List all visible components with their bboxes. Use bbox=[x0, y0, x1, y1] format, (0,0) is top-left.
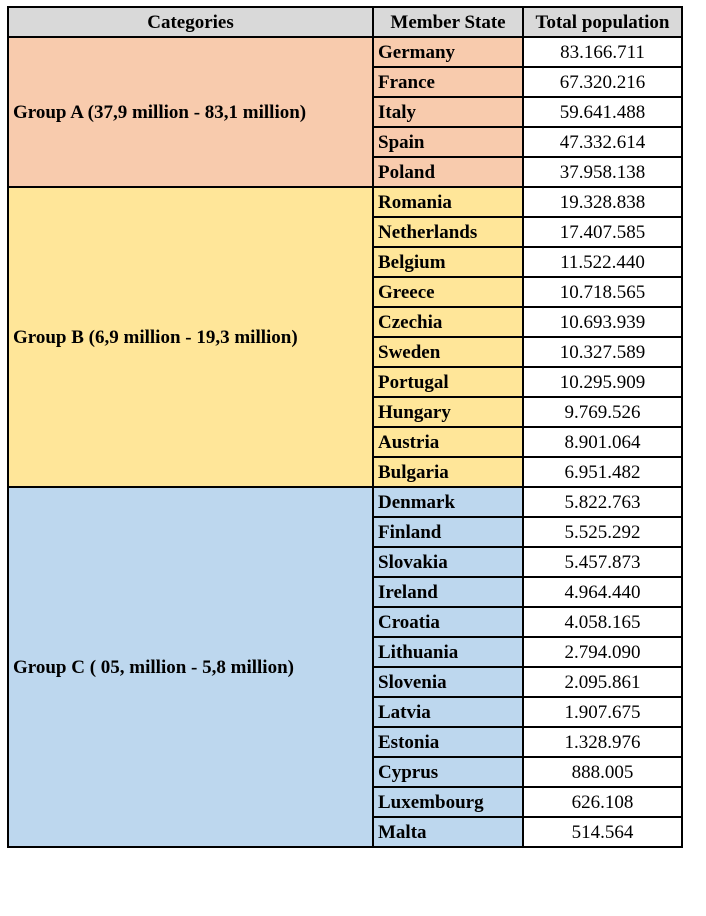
member-state-cell: Czechia bbox=[373, 307, 523, 337]
member-state-cell: Latvia bbox=[373, 697, 523, 727]
member-state-cell: Malta bbox=[373, 817, 523, 847]
member-state-cell: Belgium bbox=[373, 247, 523, 277]
population-cell: 2.794.090 bbox=[523, 637, 682, 667]
table-body bbox=[8, 37, 682, 847]
population-cell: 17.407.585 bbox=[523, 217, 682, 247]
population-cell: 8.901.064 bbox=[523, 427, 682, 457]
population-cell: 2.095.861 bbox=[523, 667, 682, 697]
member-state-cell: Denmark bbox=[373, 487, 523, 517]
table-row bbox=[8, 37, 682, 67]
member-state-cell: Germany bbox=[373, 37, 523, 67]
member-state-cell: Ireland bbox=[373, 577, 523, 607]
population-cell: 10.295.909 bbox=[523, 367, 682, 397]
member-state-cell: Lithuania bbox=[373, 637, 523, 667]
population-cell: 5.525.292 bbox=[523, 517, 682, 547]
category-cell: Group A (37,9 million - 83,1 million) bbox=[8, 37, 373, 187]
population-cell: 37.958.138 bbox=[523, 157, 682, 187]
table-header bbox=[8, 7, 682, 37]
member-state-cell: Italy bbox=[373, 97, 523, 127]
population-cell: 626.108 bbox=[523, 787, 682, 817]
population-cell: 67.320.216 bbox=[523, 67, 682, 97]
header-row bbox=[8, 7, 682, 37]
member-state-cell: Luxembourg bbox=[373, 787, 523, 817]
member-state-cell: Poland bbox=[373, 157, 523, 187]
population-cell: 1.907.675 bbox=[523, 697, 682, 727]
member-state-cell: Sweden bbox=[373, 337, 523, 367]
population-cell: 9.769.526 bbox=[523, 397, 682, 427]
member-state-cell: Bulgaria bbox=[373, 457, 523, 487]
population-cell: 47.332.614 bbox=[523, 127, 682, 157]
population-cell: 6.951.482 bbox=[523, 457, 682, 487]
population-cell: 11.522.440 bbox=[523, 247, 682, 277]
member-state-cell: Estonia bbox=[373, 727, 523, 757]
member-state-cell: France bbox=[373, 67, 523, 97]
member-state-cell: Austria bbox=[373, 427, 523, 457]
member-state-cell: Slovenia bbox=[373, 667, 523, 697]
population-cell: 19.328.838 bbox=[523, 187, 682, 217]
member-state-cell: Romania bbox=[373, 187, 523, 217]
member-state-cell: Netherlands bbox=[373, 217, 523, 247]
member-state-cell: Spain bbox=[373, 127, 523, 157]
member-state-cell: Croatia bbox=[373, 607, 523, 637]
category-cell: Group C ( 05, million - 5,8 million) bbox=[8, 487, 373, 847]
header-member-state: Member State bbox=[373, 7, 523, 37]
population-cell: 4.058.165 bbox=[523, 607, 682, 637]
table-row bbox=[8, 487, 682, 517]
member-state-cell: Cyprus bbox=[373, 757, 523, 787]
population-cell: 5.822.763 bbox=[523, 487, 682, 517]
header-categories: Categories bbox=[8, 7, 373, 37]
member-state-cell: Hungary bbox=[373, 397, 523, 427]
population-table bbox=[7, 6, 683, 848]
population-cell: 4.964.440 bbox=[523, 577, 682, 607]
population-cell: 10.327.589 bbox=[523, 337, 682, 367]
member-state-cell: Portugal bbox=[373, 367, 523, 397]
population-cell: 888.005 bbox=[523, 757, 682, 787]
member-state-cell: Finland bbox=[373, 517, 523, 547]
population-cell: 10.693.939 bbox=[523, 307, 682, 337]
population-cell: 514.564 bbox=[523, 817, 682, 847]
population-cell: 5.457.873 bbox=[523, 547, 682, 577]
member-state-cell: Slovakia bbox=[373, 547, 523, 577]
population-cell: 10.718.565 bbox=[523, 277, 682, 307]
header-total-population: Total population bbox=[523, 7, 682, 37]
member-state-cell: Greece bbox=[373, 277, 523, 307]
category-cell: Group B (6,9 million - 19,3 million) bbox=[8, 187, 373, 487]
population-cell: 83.166.711 bbox=[523, 37, 682, 67]
population-cell: 1.328.976 bbox=[523, 727, 682, 757]
table-row bbox=[8, 187, 682, 217]
population-cell: 59.641.488 bbox=[523, 97, 682, 127]
